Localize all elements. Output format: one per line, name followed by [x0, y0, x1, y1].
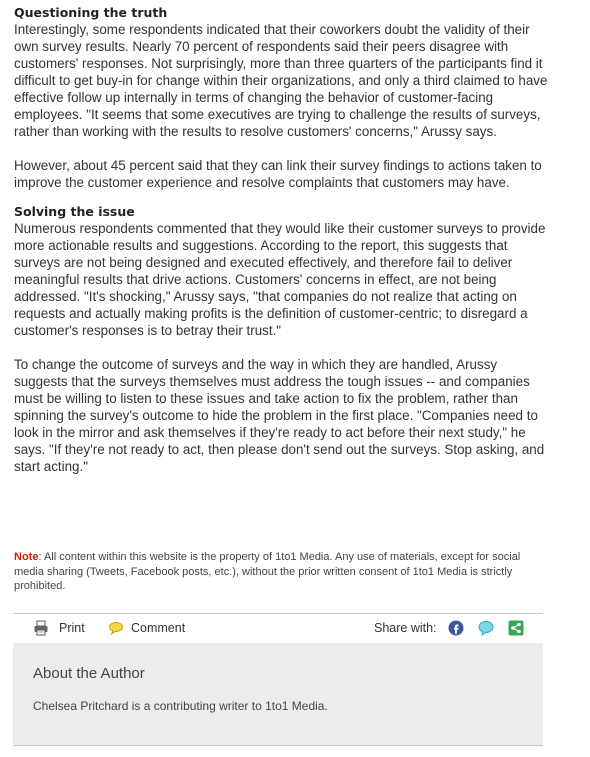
paragraph: Numerous respondents commented that they would like their customer surveys to provide more actionable results and suggestions. According to the report, this suggests that surveys are not being designed and executed effectively, and therefore fail to deliver meaningful results that drive actions. Customers' concerns in effect, are not being addressed. "It's shocking," Arussy says, "that companies do not realize that acting on requests and actually making profits is the definition of customer-centric; to disregard a customer's responses is to betray their trust.": [14, 221, 546, 338]
copyright-note: [14, 550, 544, 594]
print-button[interactable]: [33, 620, 85, 636]
share-bar: [13, 613, 543, 644]
section-heading: Solving the issue: [14, 204, 135, 219]
comment-label: Comment: [131, 621, 186, 635]
paragraph: Interestingly, some respondents indicated that their coworkers doubt the validity of their own survey results. Nearly 70 percent of respondents said their peers disagree with customers' responses. Not surprisingly, more than three quarters of the participants find it difficult to get buy-in for change within their organizations, and only a third claimed to have effective follow up internally in terms of changing the behavior of customer-facing employees. "It seems that some executives are trying to challenge the results of surveys, rather than working with the results to resolve customers' concerns," Arussy says.: [14, 22, 548, 139]
comment-button[interactable]: [108, 620, 185, 636]
section-heading: Questioning the truth: [14, 5, 168, 20]
comment-icon: [108, 620, 124, 636]
note-text: : All content within this website is the property of 1to1 Media. Any use of materials, except for social media sharing (Tweets, Facebook posts, etc.), without the prior written consent of 1to1 Media is strictly prohibited.: [14, 551, 521, 592]
author-box-title: About the Author: [33, 665, 145, 682]
note-label: Note: [14, 551, 39, 563]
share-label: Share with:: [374, 621, 437, 635]
article-body: [14, 4, 548, 475]
paragraph: To change the outcome of surveys and the way in which they are handled, Arussy suggests that the surveys themselves must address the tough issues -- and companies must be willing to listen to these issues and take action to fix the problem, rather than spinning the survey's outcome to hide the problem in the first place. "Companies need to look in the mirror and ask themselves if they're ready to act before their next study," he says. "If they're not ready to act, then please don't send out the surveys. Stop asking, and start acting.": [14, 357, 545, 474]
author-bio: Chelsea Pritchard is a contributing writer to 1to1 Media.: [33, 699, 328, 713]
share-icon[interactable]: [508, 620, 524, 636]
about-author-box: [13, 643, 543, 746]
paragraph: However, about 45 percent said that they can link their survey findings to actions taken to improve the customer experience and resolve complaints that customers may have.: [14, 158, 542, 190]
printer-icon: [33, 620, 49, 636]
facebook-icon[interactable]: [448, 620, 464, 636]
print-label: Print: [59, 621, 85, 635]
chat-icon[interactable]: [478, 620, 494, 636]
